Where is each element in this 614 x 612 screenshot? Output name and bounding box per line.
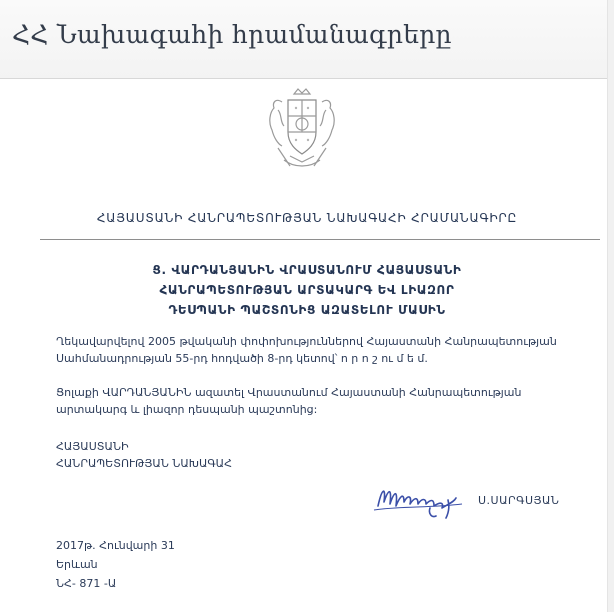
site-title[interactable]: ՀՀ Նախագահի հրամանագրերը xyxy=(12,20,452,49)
signatory-title-line: ՀԱՆՐԱՊԵՏՈՒԹՅԱՆ ՆԱԽԱԳԱՀ xyxy=(56,457,232,470)
paragraph-legal-basis: Ղեկավարվելով 2005 թվականի փոփոխություններով Հայաստանի Հանրապետության Սահմանադրության 55-րդ հոդվածի 8-րդ կետով՝ ո ր ո շ ու մ ե մ. xyxy=(56,335,557,365)
document-meta xyxy=(56,536,175,593)
decree-title-line: Ց. ՎԱՐԴԱՆՅԱՆԻՆ ՎՐԱՍՏԱՆՈՒՄ ՀԱՅԱՍՏԱՆԻ xyxy=(152,263,462,277)
signatory-title-line: ՀԱՅԱՍՏԱՆԻ xyxy=(56,440,129,453)
decree-date: 2017թ. Հունվարի 31 xyxy=(56,539,175,552)
decree-title-line: ԴԵՍՊԱՆԻ ՊԱՇՏՈՆԻՑ ԱԶԱՏԵԼՈՒ ՄԱՍԻՆ xyxy=(168,303,446,317)
coat-of-arms-icon xyxy=(260,86,344,178)
document-type-heading: ՀԱՅԱՍՏԱՆԻ ՀԱՆՐԱՊԵՏՈՒԹՅԱՆ ՆԱԽԱԳԱՀԻ ՀՐԱՄԱՆԱԳԻՐԸ xyxy=(96,211,518,225)
decree-city: Երևան xyxy=(56,558,98,571)
paragraph-decision: Ցոլաքի ՎԱՐԴԱՆՅԱՆԻՆ ազատել Վրաստանում Հայաստանի Հանրապետության արտակարգ և լիազոր դեսպանի պաշտոնից: xyxy=(56,386,522,416)
decree-title-line: ՀԱՆՐԱՊԵՏՈՒԹՅԱՆ ԱՐՏԱԿԱՐԳ ԵՎ ԼԻԱԶՈՐ xyxy=(159,283,455,297)
handwritten-signature xyxy=(370,478,470,520)
signatory-title xyxy=(56,438,232,472)
decree-number: ՆՀ- 871 -Ա xyxy=(56,577,117,590)
site-header xyxy=(0,0,614,79)
decree-title xyxy=(0,260,614,320)
divider xyxy=(40,239,600,240)
signer-name: Ս.ՍԱՐԳՍՅԱՆ xyxy=(478,494,560,507)
